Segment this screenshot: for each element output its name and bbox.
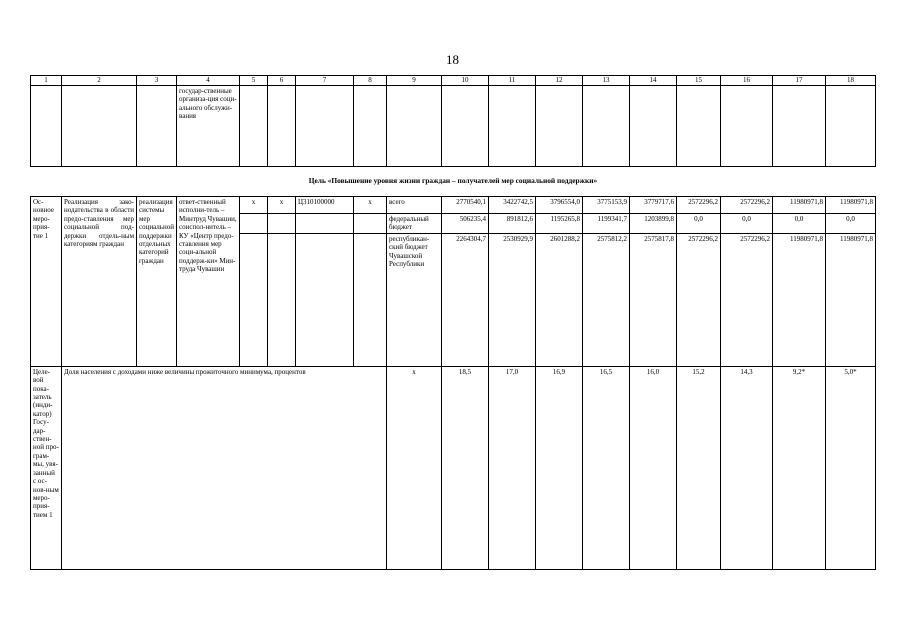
header-cell: 12: [536, 76, 583, 86]
value-cell: 2572296,2: [677, 233, 721, 366]
indicator-value: 14,3: [721, 366, 773, 569]
header-cell: 14: [630, 76, 677, 86]
goal-title: Цель «Повышение уровня жизни граждан – получателей мер социальной поддержки»: [31, 167, 876, 197]
value-cell: 1199341,7: [583, 214, 630, 234]
measure-system: реализация системы мер социальной поддержки отдельных категорий граждан: [137, 197, 177, 367]
header-row: [31, 76, 876, 86]
continuation-cell: государ-ственные организа-ция соци-ального обслужи-вания: [177, 86, 240, 167]
value-cell: 11980971,8: [826, 233, 876, 366]
continuation-row: [31, 86, 876, 167]
value-cell: 3775153,9: [583, 197, 630, 214]
header-cell: 6: [268, 76, 296, 86]
header-cell: 18: [826, 76, 876, 86]
value-cell: 2601288,2: [536, 233, 583, 366]
measure-col8: x: [354, 197, 387, 214]
value-cell: 506235,4: [442, 214, 489, 234]
indicator-label: Целе-вой пока-затель (инди-катор) Госу-дар-ствен-ной про-грам-мы, увя-занный с ос-нов-ным меро-прия-тием 1: [31, 366, 62, 569]
value-cell: 3422742,5: [489, 197, 536, 214]
value-cell: 2572296,2: [721, 197, 773, 214]
goal-row: [31, 167, 876, 197]
value-cell: 891812,6: [489, 214, 536, 234]
value-cell: 11980971,8: [773, 197, 826, 214]
indicator-value: 16,9: [536, 366, 583, 569]
value-cell: 2264304,7: [442, 233, 489, 366]
indicator-value: 17,0: [489, 366, 536, 569]
value-cell: 1195265,8: [536, 214, 583, 234]
header-cell: 16: [721, 76, 773, 86]
measure-name: Реализация зако-нодательства в области предо-ставления мер социальной под-держки отдель-ным категориям граждан: [62, 197, 137, 367]
measure-code: Ц310100000: [296, 197, 354, 214]
measure-label: Ос-новное меро-прия-тие 1: [31, 197, 62, 367]
indicator-description: Доля населения с доходами ниже величины прожиточного минимума, процентов: [62, 366, 387, 569]
header-cell: 15: [677, 76, 721, 86]
value-cell: 0,0: [826, 214, 876, 234]
header-cell: 11: [489, 76, 536, 86]
indicator-col9: x: [387, 366, 442, 569]
indicator-value: 5,0*: [826, 366, 876, 569]
header-cell: 1: [31, 76, 62, 86]
indicator-value: 15,2: [677, 366, 721, 569]
value-cell: 11980971,8: [773, 233, 826, 366]
value-cell: 2575817,8: [630, 233, 677, 366]
page-number: 18: [446, 52, 459, 67]
value-cell: 11980971,8: [826, 197, 876, 214]
indicator-value: 18,5: [442, 366, 489, 569]
value-cell: 2575812,2: [583, 233, 630, 366]
header-cell: 3: [137, 76, 177, 86]
header-cell: 17: [773, 76, 826, 86]
value-cell: 3779717,6: [630, 197, 677, 214]
measure-col6: x: [268, 197, 296, 214]
header-cell: 2: [62, 76, 137, 86]
value-cell: 2530929,9: [489, 233, 536, 366]
header-cell: 13: [583, 76, 630, 86]
header-cell: 5: [240, 76, 268, 86]
header-cell: 9: [387, 76, 442, 86]
budget-table: [30, 75, 876, 570]
measure-row-total: [31, 197, 876, 214]
header-cell: 7: [296, 76, 354, 86]
value-cell: 2572296,2: [721, 233, 773, 366]
value-cell: 0,0: [773, 214, 826, 234]
source-cell: республикан-ский бюджет Чувашской Республики: [387, 233, 442, 366]
indicator-value: 9,2*: [773, 366, 826, 569]
indicator-value: 16,0: [630, 366, 677, 569]
measure-col5: x: [240, 197, 268, 214]
value-cell: 3796554,0: [536, 197, 583, 214]
header-cell: 8: [354, 76, 387, 86]
value-cell: 1203899,8: [630, 214, 677, 234]
value-cell: 0,0: [721, 214, 773, 234]
indicator-value: 16,5: [583, 366, 630, 569]
value-cell: 2572296,2: [677, 197, 721, 214]
value-cell: 0,0: [677, 214, 721, 234]
source-cell: федеральный бюджет: [387, 214, 442, 234]
indicator-row: [31, 366, 876, 569]
measure-executor: ответ-ственный исполни-тель – Минтруд Чувашии, соиспол-нитель – КУ «Центр предо-ставления мер соци-альной поддерж-ки» Мин-труда Чувашии: [177, 197, 240, 367]
source-cell: всего: [387, 197, 442, 214]
value-cell: 2770540,1: [442, 197, 489, 214]
header-cell: 4: [177, 76, 240, 86]
header-cell: 10: [442, 76, 489, 86]
